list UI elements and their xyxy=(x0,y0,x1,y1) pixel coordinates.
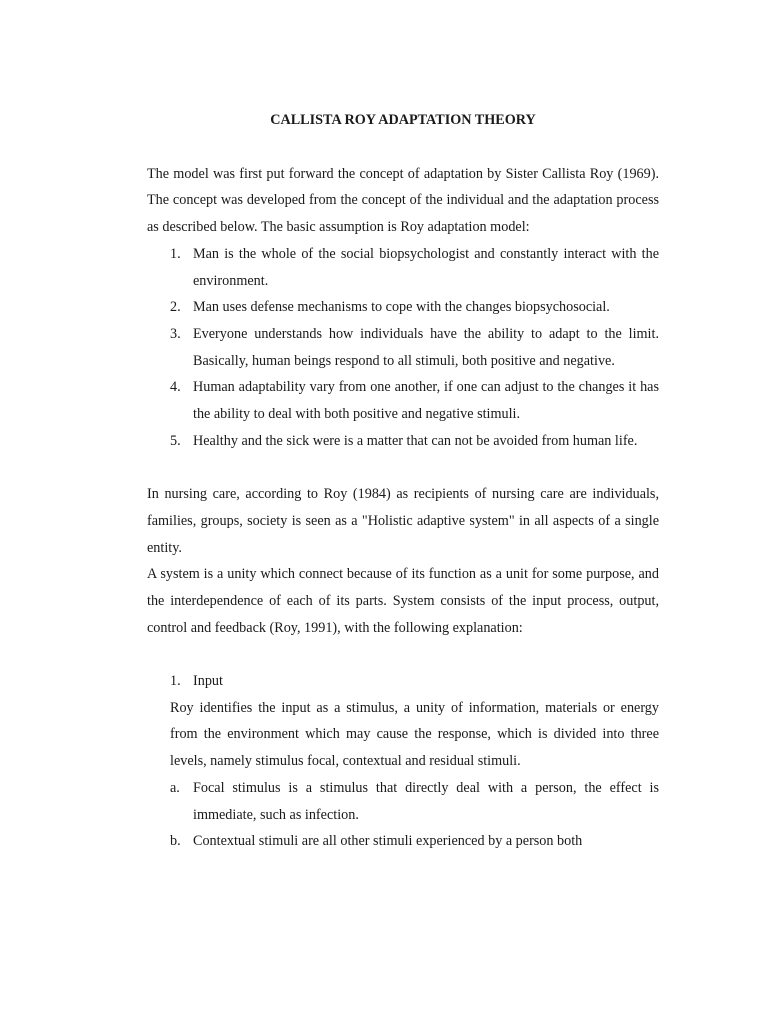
list-item xyxy=(147,241,659,294)
input-heading-text: Input xyxy=(193,673,223,690)
stimuli-list xyxy=(170,775,659,855)
list-letter: a. xyxy=(170,779,180,796)
input-description: Roy identifies the input as a stimulus, a unity of information, materials or energy from the environment which may cause the response, which is divided into three levels, namely stimulus focal, contextual and residual stimuli. xyxy=(170,699,659,770)
input-heading xyxy=(147,668,659,695)
document-title: CALLISTA ROY ADAPTATION THEORY xyxy=(270,112,536,128)
document-body xyxy=(147,107,659,855)
nursing-care-paragraph: In nursing care, according to Roy (1984) as recipients of nursing care are individuals, families, groups, society is seen as a "Holistic adaptive system" in all aspects of a single entity. xyxy=(147,486,659,556)
assumptions-list xyxy=(147,241,659,455)
list-item-text: Focal stimulus is a stimulus that directly deal with a person, the effect is immediate, such as infection. xyxy=(193,779,659,823)
paragraph-spacer xyxy=(147,641,659,668)
list-item xyxy=(170,828,659,855)
list-item xyxy=(147,428,659,455)
list-number: 2. xyxy=(170,299,181,316)
system-paragraph: A system is a unity which connect because of its function as a unit for some purpose, and the interdependence of each of its parts. System consists of the input process, output, control and feedback (Roy, 1991), with the following explanation: xyxy=(147,566,659,636)
list-letter: b. xyxy=(170,833,181,850)
list-number: 5. xyxy=(170,432,181,449)
list-item-text: Man is the whole of the social biopsychologist and constantly interact with the environment. xyxy=(193,245,659,289)
paragraph-spacer xyxy=(147,454,659,481)
list-number: 1. xyxy=(170,245,181,262)
list-item-text: Man uses defense mechanisms to cope with the changes biopsychosocial. xyxy=(193,299,610,316)
list-item xyxy=(170,775,659,828)
input-section-body xyxy=(147,695,659,855)
intro-paragraph: The model was first put forward the concept of adaptation by Sister Callista Roy (1969). The concept was developed from the concept of the individual and the adaptation process as described below. The basic assumption is Roy adaptation model: xyxy=(147,165,659,236)
list-item-text: Healthy and the sick were is a matter that can not be avoided from human life. xyxy=(193,432,638,449)
list-item-text: Everyone understands how individuals have the ability to adapt to the limit. Basically, human beings respond to all stimuli, both positive and negative. xyxy=(193,325,659,369)
list-item xyxy=(147,321,659,374)
list-item xyxy=(147,374,659,427)
list-item-text: Human adaptability vary from one another, if one can adjust to the changes it has the ability to deal with both positive and negative stimuli. xyxy=(193,379,659,423)
list-item xyxy=(147,294,659,321)
list-number: 3. xyxy=(170,325,181,342)
list-item-text: Contextual stimuli are all other stimuli experienced by a person both xyxy=(193,833,583,850)
list-number: 4. xyxy=(170,379,181,396)
list-number: 1. xyxy=(170,673,181,690)
